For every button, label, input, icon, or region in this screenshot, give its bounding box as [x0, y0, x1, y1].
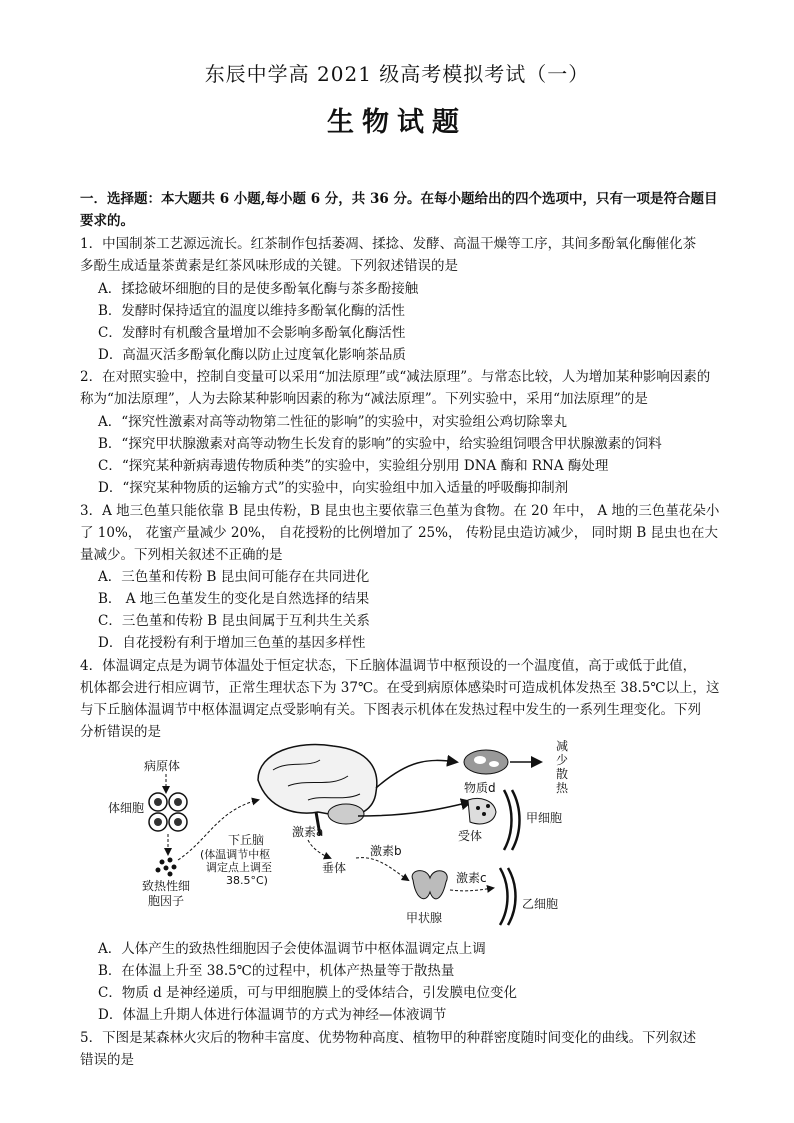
cell-yi-label: 乙细胞: [522, 897, 559, 911]
q3-option-d: D．自花授粉有利于增加三色堇的基因多样性: [98, 635, 366, 651]
body-cell-label: 体细胞: [108, 801, 145, 815]
q2-option-d: D．“探究某种物质的运输方式”的实验中，向实验组中加入适量的呼吸酶抑制剂: [98, 480, 569, 496]
q4-option-b: B．在体温上升至 38.5℃的过程中，机体产热量等于散热量: [98, 963, 455, 979]
pituitary-label: 垂体: [322, 861, 347, 875]
q1-stem-line1: 1．中国制茶工艺源远流长。红茶制作包括萎凋、揉捻、发酵、高温干燥等工序，其间多酚氧化酶催化茶: [80, 236, 697, 252]
hypothalamus-label: 下丘脑: [228, 833, 265, 847]
substance-d-label: 物质d: [464, 781, 496, 795]
hormone-a-label: 激素a: [292, 825, 324, 839]
q4-option-c: C．物质 d 是神经递质，可与甲细胞膜上的受体结合，引发膜电位变化: [98, 985, 518, 1001]
q3-stem-line1: 3．A 地三色堇只能依靠 B 昆虫传粉，B 昆虫也主要依靠三色堇为食物。在 20 年中， A 地的三色堇花朵小: [80, 503, 720, 519]
reduce-heat-char4: 热: [556, 781, 569, 795]
q1-option-c: C．发酵时有机酸含量增加不会影响多酚氧化酶活性: [98, 325, 406, 341]
q3-option-c: C．三色堇和传粉 B 昆虫间属于互利共生关系: [98, 613, 370, 629]
blood-vessel-icon: [464, 750, 508, 774]
setpoint-line3: 38.5°C): [226, 874, 268, 887]
q4-option-d: D．体温上升期人体进行体温调节的方式为神经—体液调节: [98, 1007, 447, 1023]
synapse-icon: [468, 799, 496, 824]
exam-title: 东辰中学高 2021 级高考模拟考试（一）: [204, 62, 590, 86]
yi-cell-membrane-icon: [500, 868, 516, 925]
reduce-heat-char1: 减: [556, 740, 569, 753]
reduce-heat-char2: 少: [556, 753, 569, 767]
q4-stem-line2: 机体都会进行相应调节，正常生理状态下为 37℃。在受到病原体感染时可造成机体发热至 38.5℃以上，这: [80, 680, 720, 696]
q3-stem-line3: 量减少。下列相关叙述不正确的是: [80, 547, 283, 563]
fever-regulation-diagram: [108, 740, 628, 938]
q2-stem-line1: 2．在对照实验中，控制自变量可以采用“加法原理”或“减法原理”。与常态比较，人为增加某种影响因素的: [80, 369, 711, 385]
body-cell-icon: [149, 793, 187, 831]
hormone-c-label: 激素c: [456, 871, 487, 885]
q2-stem-line2: 称为“加法原理”，人为去除某种影响因素的称为“减法原理”。下列实验中，采用“加法原理”的是: [80, 391, 648, 407]
q3-stem-line2: 了 10%， 花蜜产量减少 20%， 自花授粉的比例增加了 25%， 传粉昆虫造访减少， 同时期 B 昆虫也在大: [80, 525, 719, 541]
thyroid-label: 甲状腺: [406, 911, 443, 925]
q2-option-c: C．“探究某种新病毒遗传物质种类”的实验中，实验组分别用 DNA 酶和 RNA 酶处理: [98, 458, 609, 474]
q1-option-b: B．发酵时保持适宜的温度以维持多酚氧化酶的活性: [98, 303, 405, 319]
setpoint-line1: (体温调节中枢: [200, 848, 271, 861]
setpoint-line2: 调定点上调至: [206, 861, 272, 874]
q1-stem-line2: 多酚生成适量茶黄素是红茶风味形成的关键。下列叙述错误的是: [80, 258, 458, 274]
q1-option-a: A．揉捻破坏细胞的目的是使多酚氧化酶与茶多酚接触: [98, 281, 419, 297]
section-intro-line2: 要求的。: [80, 213, 134, 229]
q5-stem-line1: 5．下图是某森林火灾后的物种丰富度、优势物种高度、植物甲的种群密度随时间变化的曲线。下列叙述: [80, 1030, 697, 1046]
q5-stem-line2: 错误的是: [80, 1052, 134, 1068]
pyrogen-dots-icon: [156, 858, 177, 877]
q4-stem-line4: 分析错误的是: [80, 724, 161, 740]
pathogen-label: 病原体: [144, 759, 181, 773]
q2-option-b: B．“探究甲状腺激素对高等动物生长发育的影响”的实验中，给实验组饲喂含甲状腺激素的饲料: [98, 436, 662, 452]
hormone-b-label: 激素b: [370, 844, 402, 858]
pyrogen-label-line1: 致热性细: [142, 879, 191, 893]
section-intro-line1: 一．选择题：本大题共 6 小题,每小题 6 分，共 36 分。在每小题给出的四个选项中，只有一项是符合题目: [80, 191, 718, 207]
pyrogen-label-line2: 胞因子: [148, 894, 185, 908]
brain-icon: [258, 744, 377, 835]
q4-stem-line1: 4．体温调定点是为调节体温处于恒定状态，下丘脑体温调节中枢预设的一个温度值，高于或低于此值，: [80, 658, 697, 674]
q2-option-a: A．“探究性激素对高等动物第二性征的影响”的实验中，对实验组公鸡切除睾丸: [98, 414, 568, 430]
q3-option-b: B． A 地三色堇发生的变化是自然选择的结果: [98, 591, 370, 607]
thyroid-icon: [412, 871, 447, 899]
subject-title: 生物试题: [327, 107, 467, 138]
cell-jia-label: 甲细胞: [526, 811, 563, 825]
q1-option-d: D．高温灭活多酚氧化酶以防止过度氧化影响茶品质: [98, 347, 406, 363]
jia-cell-membrane-icon: [504, 790, 520, 850]
q4-option-a: A．人体产生的致热性细胞因子会使体温调节中枢体温调定点上调: [98, 941, 486, 957]
q3-option-a: A．三色堇和传粉 B 昆虫间可能存在共同进化: [98, 569, 370, 585]
reduce-heat-char3: 散: [556, 767, 569, 781]
q4-stem-line3: 与下丘脑体温调节中枢体温调定点受影响有关。下图表示机体在发热过程中发生的一系列生理变化。下列: [80, 702, 701, 718]
receptor-label: 受体: [458, 829, 483, 843]
